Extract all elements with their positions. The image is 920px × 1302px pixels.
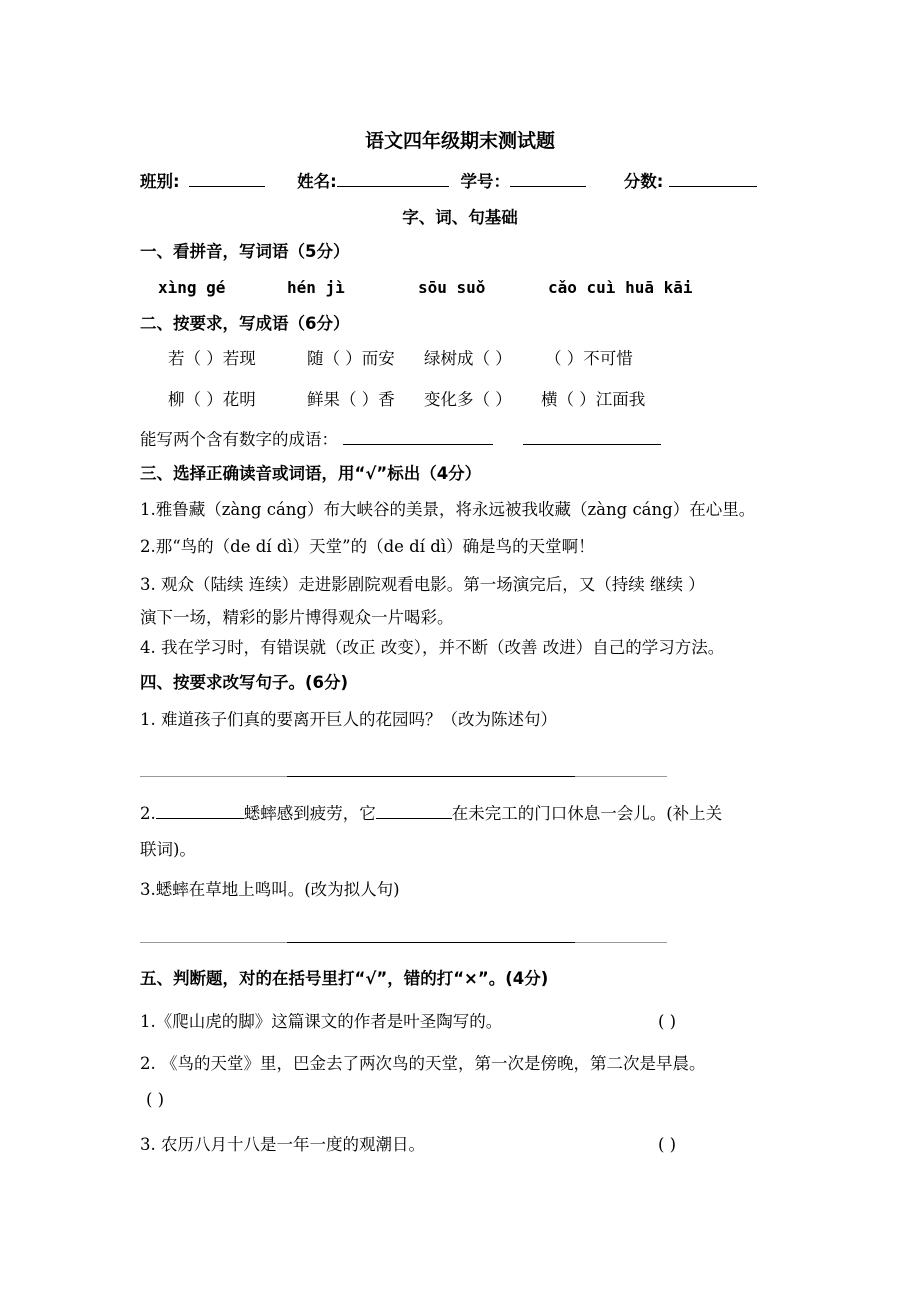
score-blank[interactable] [669, 170, 757, 187]
student-info-row [140, 170, 757, 192]
pinyin-item: sōu suǒ [418, 278, 486, 297]
question-line: 3. 观众（陆续 连续）走进影剧院观看电影。第一场演完后，又（持续 继续 ） [140, 575, 705, 594]
question-text: 在未完工的门口休息一会儿。(补上关 [451, 804, 723, 823]
idiom-item: 绿树成（ ） [424, 349, 512, 368]
question-text: 蟋蟀感到疲劳，它 [243, 804, 376, 823]
question-line: 1. 难道孩子们真的要离开巨人的花园吗？（改为陈述句） [140, 710, 557, 729]
idiom-item: 柳（ ）花明 [168, 390, 256, 409]
page-title: 语文四年级期末测试题 [364, 130, 555, 152]
pinyin-item: xìng gé [158, 278, 226, 297]
section-4-heading: 四、按要求改写句子。(6分) [140, 673, 349, 692]
answer-blank[interactable] [523, 428, 661, 445]
class-label: 班别: [140, 172, 180, 191]
question-line: 3. 农历八月十八是一年一度的观潮日。 [140, 1135, 425, 1154]
answer-blank[interactable] [156, 802, 244, 819]
score-label: 分数: [623, 172, 664, 191]
student-id-label: 学号： [460, 172, 510, 191]
section-5-heading: 五、判断题，对的在括号里打“√”，错的打“×”。(4分) [140, 969, 549, 988]
idiom-item: 鲜果（ ）香 [307, 390, 395, 409]
answer-blank[interactable] [376, 802, 452, 819]
question-line: 1.雅鲁藏（zàng cáng）布大峡谷的美景，将永远被我收藏（zàng cáng）在心里。 [140, 500, 756, 519]
number-idiom-prompt: 能写两个含有数字的成语： [140, 430, 338, 449]
question-line: 3.蟋蟀在草地上鸣叫。(改为拟人句) [140, 880, 400, 899]
question-line: 2. 《鸟的天堂》里，巴金去了两次鸟的天堂，第一次是傍晚，第二次是早晨。 [140, 1054, 706, 1073]
question-line: 演下一场，精彩的影片博得观众一片喝彩。 [140, 608, 454, 627]
class-blank[interactable] [189, 170, 265, 187]
question-line: 4. 我在学习时，有错误就（改正 改变），并不断（改善 改进）自己的学习方法。 [140, 638, 725, 657]
answer-line[interactable] [140, 942, 667, 943]
idiom-item: 变化多（ ） [424, 390, 512, 409]
name-blank[interactable] [337, 170, 449, 187]
pinyin-item: cǎo cuì huā kāi [548, 278, 693, 297]
pinyin-item: hén jì [287, 278, 345, 297]
section-1-heading: 一、看拼音，写词语（5分） [140, 242, 350, 261]
idiom-item: 若（ ）若现 [168, 349, 256, 368]
section-2-heading: 二、按要求，写成语（6分） [140, 314, 350, 333]
answer-line[interactable] [140, 776, 667, 777]
section-subtitle: 字、词、句基础 [402, 208, 518, 227]
answer-parentheses[interactable]: ( ) [146, 1090, 165, 1109]
question-line: 联词)。 [140, 840, 196, 859]
idiom-item: 随（ ）而安 [307, 349, 395, 368]
answer-parentheses[interactable]: ( ) [658, 1012, 677, 1031]
question-line: 1.《爬山虎的脚》这篇课文的作者是叶圣陶写的。 [140, 1012, 503, 1031]
question-line: 2.那“鸟的（de dí dì）天堂”的（de dí dì）确是鸟的天堂啊！ [140, 537, 595, 556]
question-number: 2. [140, 804, 156, 823]
answer-blank[interactable] [343, 428, 493, 445]
idiom-item: 横（ ）江面我 [541, 390, 646, 409]
name-label: 姓名: [297, 172, 337, 191]
student-id-blank[interactable] [510, 170, 586, 187]
idiom-item: （ ）不可惜 [545, 349, 633, 368]
answer-parentheses[interactable]: ( ) [658, 1135, 677, 1154]
section-3-heading: 三、选择正确读音或词语，用“√”标出（4分） [140, 464, 482, 483]
